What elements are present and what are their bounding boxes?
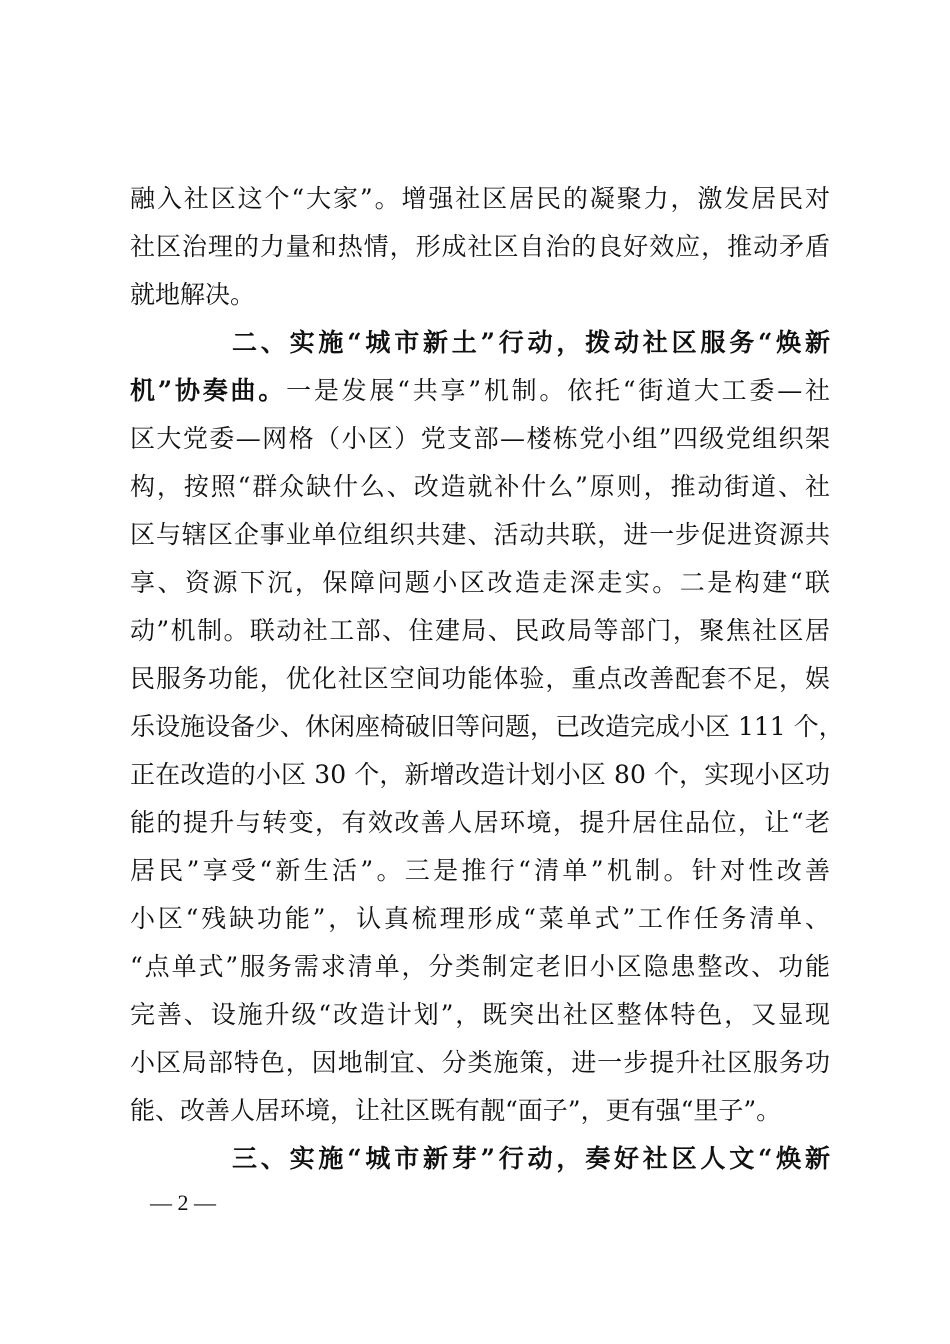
paragraph-line: 就地解决。 [130, 280, 256, 309]
paragraph-line: 动”机制。联动社工部、住建局、民政局等部门，聚焦社区居 [130, 616, 830, 645]
paragraph-line: “点单式”服务需求清单，分类制定老旧小区隐患整改、功能 [130, 952, 830, 981]
paragraph-line: 乐设施设备少、休闲座椅破旧等问题，已改造完成小区 111 个， [130, 712, 844, 741]
paragraph-line: 能的提升与转变，有效改善人居环境，提升居住品位，让“老 [130, 808, 830, 837]
paragraph-line: 区与辖区企事业单位组织共建、活动共联，进一步促进资源共 [130, 520, 830, 549]
page-number: — 2 — [150, 1190, 216, 1215]
section-heading-end: 机”协奏曲。 [130, 376, 287, 405]
paragraph-line: 完善、设施升级“改造计划”，既突出社区整体特色，又显现 [130, 1000, 830, 1029]
section-heading: 三、实施“城市新芽”行动，奏好社区人文“焕新 [232, 1144, 830, 1173]
paragraph-line: 能、改善人居环境，让社区既有靓“面子”，更有强“里子”。 [130, 1096, 782, 1125]
paragraph-text: 一是发展“共享”机制。依托“街道大工委—社 [286, 376, 830, 405]
paragraph-line: 民服务功能，优化社区空间功能体验，重点改善配套不足，娱 [130, 664, 830, 693]
paragraph-line: 社区治理的力量和热情，形成社区自治的良好效应，推动矛盾 [130, 232, 830, 261]
section-heading: 二、实施“城市新土”行动，拨动社区服务“焕新 [232, 328, 830, 357]
paragraph-line: 区大党委—网格（小区）党支部—楼栋党小组”四级党组织架 [130, 424, 830, 453]
paragraph-line: 融入社区这个“大家”。增强社区居民的凝聚力，激发居民对 [130, 184, 830, 213]
paragraph-line: 享、资源下沉，保障问题小区改造走深走实。二是构建“联 [130, 568, 830, 597]
paragraph-line: 正在改造的小区 30 个，新增改造计划小区 80 个，实现小区功 [130, 760, 830, 789]
paragraph-line: 居民”享受“新生活”。三是推行“清单”机制。针对性改善 [130, 856, 830, 885]
paragraph-line [130, 367, 830, 415]
paragraph-line: 小区“残缺功能”，认真梳理形成“菜单式”工作任务清单、 [130, 904, 830, 933]
paragraph-line: 小区局部特色，因地制宜、分类施策，进一步提升社区服务功 [130, 1048, 830, 1077]
paragraph-line: 构，按照“群众缺什么、改造就补什么”原则，推动街道、社 [130, 472, 830, 501]
